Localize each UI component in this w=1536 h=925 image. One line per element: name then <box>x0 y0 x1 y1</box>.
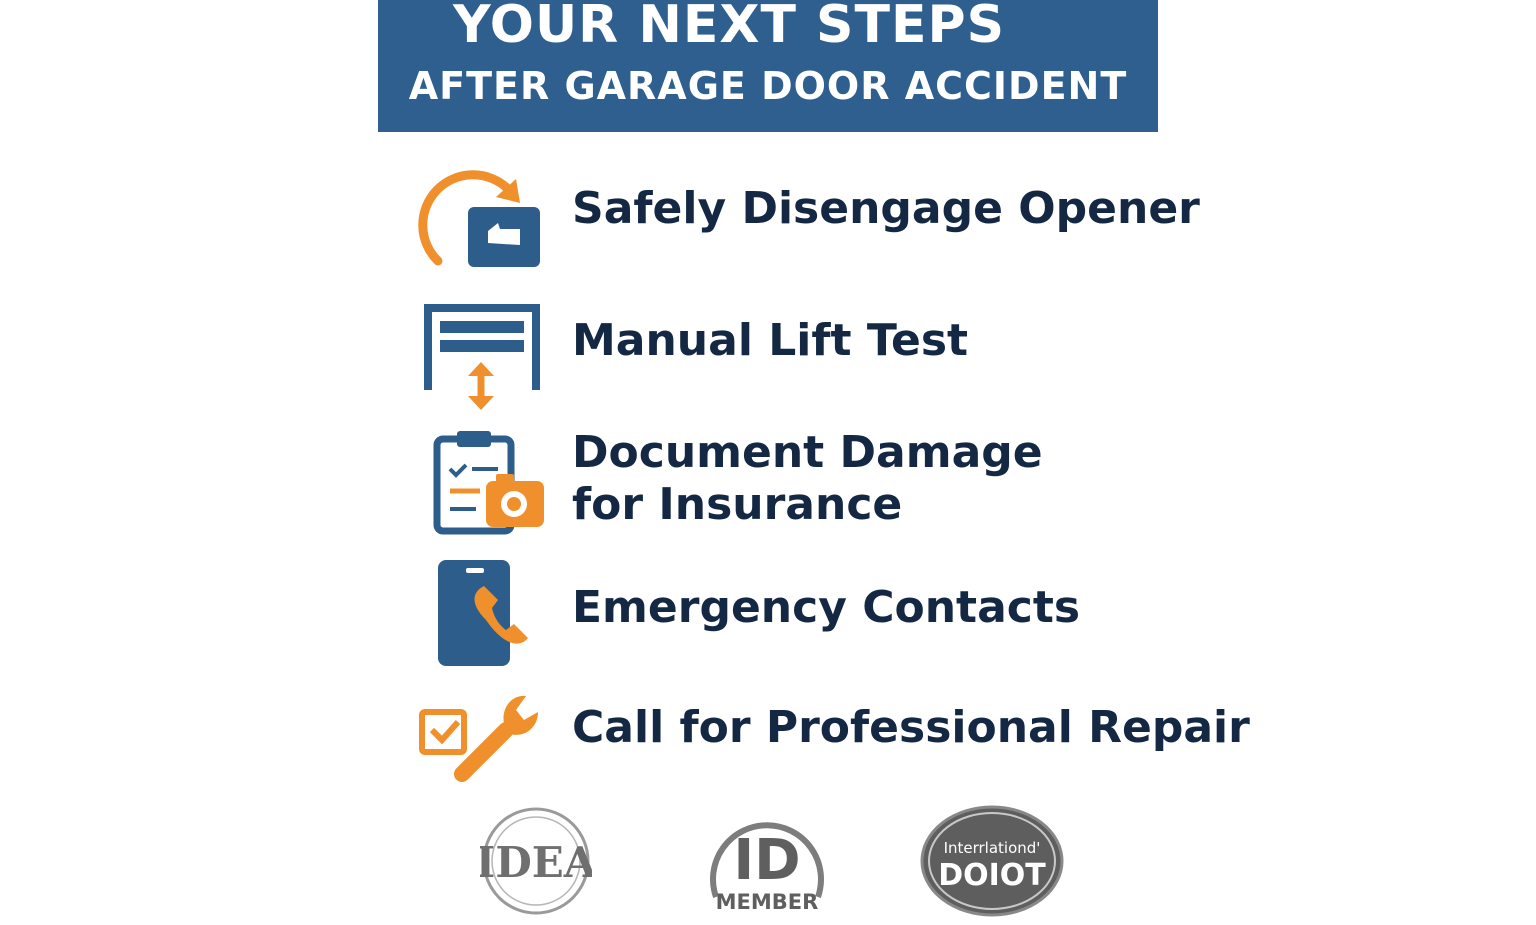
svg-text:MEMBER: MEMBER <box>715 890 819 914</box>
step-manual-lift-test <box>410 300 1170 415</box>
garage-door-lift-icon <box>410 300 550 419</box>
step-document-damage <box>410 425 1170 540</box>
page-title: YOUR NEXT STEPS <box>452 0 1006 55</box>
svg-text:IDEA: IDEA <box>480 838 592 887</box>
step-professional-repair <box>410 688 1250 788</box>
idea-seal-icon <box>480 805 592 921</box>
id-member-seal-icon <box>708 805 826 925</box>
page-subtitle: AFTER GARAGE DOOR ACCIDENT <box>408 64 1128 108</box>
step-label: Safely Disengage Opener <box>572 183 1200 234</box>
step-label: Emergency Contacts <box>572 582 1081 633</box>
phone-call-icon <box>410 558 550 672</box>
svg-text:Interrlationd': Interrlationd' <box>943 839 1041 857</box>
step-label: Manual Lift Test <box>572 315 969 366</box>
svg-text:DOIOT: DOIOT <box>938 858 1046 893</box>
certification-badges <box>0 805 1536 921</box>
step-emergency-contacts <box>410 558 1170 668</box>
checkbox-wrench-icon <box>410 688 550 792</box>
disengage-opener-icon <box>410 165 550 274</box>
international-doiot-seal-icon <box>920 805 1064 921</box>
header-banner <box>378 0 1158 132</box>
step-label-line-2: for Insurance <box>572 479 903 530</box>
clipboard-camera-icon <box>410 425 550 544</box>
step-label-line-1: Document Damage <box>572 427 1043 478</box>
svg-text:ID: ID <box>733 828 801 893</box>
step-label: Call for Professional Repair <box>572 702 1250 753</box>
step-disengage-opener <box>410 165 1200 270</box>
